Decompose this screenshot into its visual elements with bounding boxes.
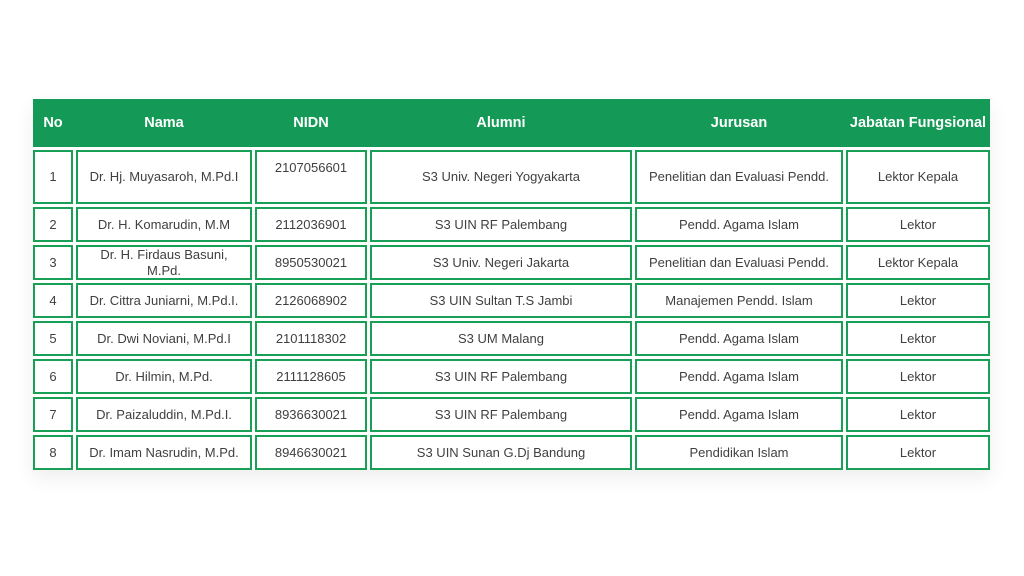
cell-nidn: 8936630021 [255, 397, 367, 432]
cell-alumni: S3 UIN Sultan T.S Jambi [370, 283, 632, 318]
cell-nama: Dr. H. Komarudin, M.M [76, 207, 252, 242]
cell-nidn: 2107056601 [255, 150, 367, 204]
cell-jabatan: Lektor [846, 435, 990, 470]
cell-nama: Dr. Imam Nasrudin, M.Pd. [76, 435, 252, 470]
cell-jabatan: Lektor [846, 359, 990, 394]
cell-alumni: S3 UM Malang [370, 321, 632, 356]
cell-no: 8 [33, 435, 73, 470]
cell-nidn: 2101118302 [255, 321, 367, 356]
cell-no: 7 [33, 397, 73, 432]
cell-nidn: 2111128605 [255, 359, 367, 394]
cell-alumni: S3 Univ. Negeri Jakarta [370, 245, 632, 280]
cell-nama: Dr. H. Firdaus Basuni, M.Pd. [76, 245, 252, 280]
cell-nama: Dr. Hj. Muyasaroh, M.Pd.I [76, 150, 252, 204]
cell-nama: Dr. Paizaluddin, M.Pd.I. [76, 397, 252, 432]
column-header-no: No [43, 115, 63, 131]
cell-no: 3 [33, 245, 73, 280]
column-header-nidn: NIDN [293, 115, 329, 131]
cell-jabatan: Lektor Kepala [846, 245, 990, 280]
cell-jurusan: Pendd. Agama Islam [635, 397, 843, 432]
cell-jurusan: Penelitian dan Evaluasi Pendd. [635, 245, 843, 280]
cell-no: 5 [33, 321, 73, 356]
table-header-row [33, 99, 990, 147]
cell-jurusan: Pendidikan Islam [635, 435, 843, 470]
table-body [33, 150, 990, 470]
cell-no: 6 [33, 359, 73, 394]
cell-jurusan: Manajemen Pendd. Islam [635, 283, 843, 318]
column-header-alumni: Alumni [476, 115, 526, 131]
cell-no: 4 [33, 283, 73, 318]
faculty-table [33, 99, 990, 470]
cell-nama: Dr. Hilmin, M.Pd. [76, 359, 252, 394]
cell-jurusan: Penelitian dan Evaluasi Pendd. [635, 150, 843, 204]
cell-jabatan: Lektor Kepala [846, 150, 990, 204]
cell-jurusan: Pendd. Agama Islam [635, 207, 843, 242]
cell-jabatan: Lektor [846, 397, 990, 432]
cell-nidn: 2126068902 [255, 283, 367, 318]
cell-nidn: 8946630021 [255, 435, 367, 470]
cell-alumni: S3 UIN RF Palembang [370, 359, 632, 394]
cell-jurusan: Pendd. Agama Islam [635, 359, 843, 394]
cell-nama: Dr. Cittra Juniarni, M.Pd.I. [76, 283, 252, 318]
cell-nidn: 8950530021 [255, 245, 367, 280]
cell-no: 2 [33, 207, 73, 242]
cell-alumni: S3 UIN Sunan G.Dj Bandung [370, 435, 632, 470]
cell-jabatan: Lektor [846, 283, 990, 318]
cell-no: 1 [33, 150, 73, 204]
column-header-nama: Nama [144, 115, 184, 131]
cell-alumni: S3 Univ. Negeri Yogyakarta [370, 150, 632, 204]
cell-alumni: S3 UIN RF Palembang [370, 397, 632, 432]
cell-jabatan: Lektor [846, 207, 990, 242]
cell-jurusan: Pendd. Agama Islam [635, 321, 843, 356]
cell-nama: Dr. Dwi Noviani, M.Pd.I [76, 321, 252, 356]
cell-alumni: S3 UIN RF Palembang [370, 207, 632, 242]
cell-nidn: 2112036901 [255, 207, 367, 242]
column-header-jabatan: Jabatan Fungsional [849, 115, 987, 131]
cell-jabatan: Lektor [846, 321, 990, 356]
column-header-jurusan: Jurusan [710, 115, 768, 131]
